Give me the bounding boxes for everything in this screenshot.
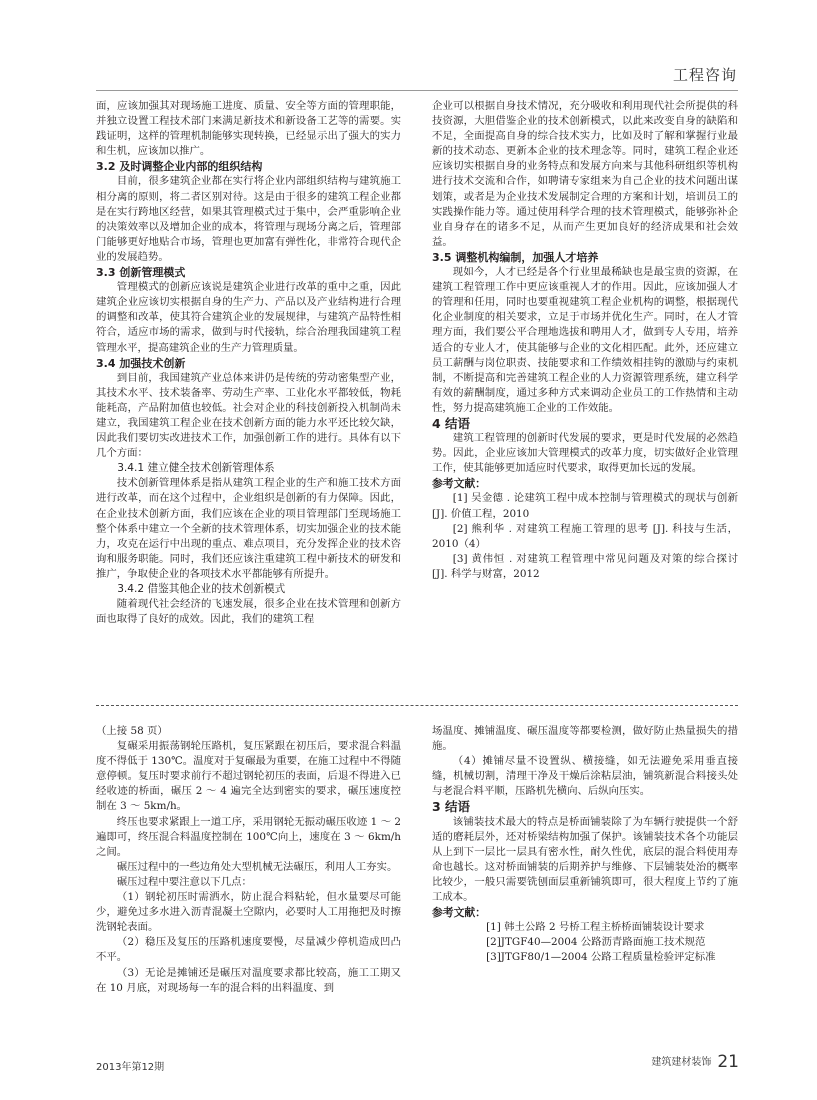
paragraph: 复碾采用振荡钢轮压路机，复压紧跟在初压后，要求混合料温度不得低于 130℃。温度对于复碾最为重要，在施工过程中不得随意停顿。复压时要求前行不超过钢轮初压的表面，后退不得进入已经收迹的桥面，碾压 2 ～ 4 遍完全达到密实的要求，碾压速度控制在 3 ～ 5km/h。 bbox=[96, 740, 401, 813]
lower-right-column bbox=[432, 724, 738, 966]
footer-issue: 2013年第12期 bbox=[96, 1062, 165, 1073]
reference-item: [3] 黄伟恒 . 对建筑工程管理中常见问题及对策的综合探讨 [J]. 科学与财富，2012 bbox=[432, 552, 738, 580]
paragraph: 碾压过程中要注意以下几点： bbox=[116, 875, 252, 888]
paragraph: 碾压过程中的一些边角处大型机械无法碾压，利用人工夯实。 bbox=[116, 860, 398, 873]
reference-item: [1] 吴金德 . 论建筑工程中成本控制与管理模式的现状与创新 [J]. 价值工程，2010 bbox=[432, 492, 738, 520]
continuation-note: （上接 58 页） bbox=[96, 725, 168, 737]
paragraph: 目前，很多建筑企业都在实行将企业内部组织结构与建筑施工相分离的原则，将二者区别对待。这是由于很多的建筑工程企业都是在实行跨地区经营，如果其管理模式过于集中，会严重影响企业的决策效率以及增加企业的成本，将管理与现场分离之后，管理部门能够更好地贴合市场，管理也更加富有弹性化，非常符合现代企业的发展趋势。 bbox=[96, 175, 401, 263]
header-rule bbox=[96, 90, 738, 91]
section-divider bbox=[96, 705, 738, 706]
paragraph: 建筑工程管理的创新时代发展的要求，更是时代发展的必然趋势。因此，企业应该加大管理模式的改革力度，切实做好企业管理工作，使其能够更加适应时代要求，取得更加长远的发展。 bbox=[432, 432, 738, 475]
paragraph: 管理模式的创新应该说是建筑企业进行改革的重中之重，因此建筑企业应该切实根据自身的生产力、产品以及产业结构进行合理的调整和改革，使其符合建筑企业的发展规律，与建筑产品特性相符合，适应市场的需求，做到与时代接轨，综合治理我国建筑工程管理水平，提高建筑企业的生产力管理质量。 bbox=[96, 281, 401, 354]
upper-right-column bbox=[432, 99, 738, 582]
paragraph: 企业可以根据自身技术情况，充分吸收和利用现代社会所提供的科技资源，大胆借鉴企业的技术创新模式，以此来改变自身的缺陷和不足，全面提高自身的综合技术实力，比如及时了解和掌握行业最新的技术动态、更新本企业的技术理念等。同时，建筑工程企业还应该切实根据自身的业务特点和发展方向来与其他科研组织等机构进行技术交流和合作，如聘请专家组来为自己企业的技术问题出谋划策，或者是为企业技术发展制定合理的方案和计划，培训员工的实践操作能力等。通过使用科学合理的技术管理模式，能够弥补企业自身存在的诸多不足，从而产生更加良好的经济成果和社会效益。 bbox=[432, 100, 738, 248]
paragraph: （2）稳压及复压的压路机速度要慢，尽量减少停机造成凹凸不平。 bbox=[96, 936, 401, 964]
reference-item: [2] 熊利华 . 对建筑工程施工管理的思考 [J]. 科技与生活，2010（4） bbox=[432, 522, 738, 550]
references-heading: 参考文献： bbox=[432, 477, 486, 491]
section-heading-3-4: 3.4 加强技术创新 bbox=[96, 356, 186, 370]
upper-left-column bbox=[96, 99, 401, 627]
reference-item: [2]JTGF40—2004 公路沥青路面施工技术规范 bbox=[486, 936, 706, 949]
section-heading-3-5: 3.5 调整机构编制，加强人才培养 bbox=[432, 250, 599, 264]
subsection-heading-3-4-2: 3.4.2 借鉴其他企业的技术创新模式 bbox=[117, 583, 286, 595]
paragraph: （1）钢轮初压时需洒水，防止混合料粘轮，但水量要尽可能少，避免过多水进入沥青混凝土空隙内，必要时人工用拖把及时擦洗钢轮表面。 bbox=[96, 891, 401, 934]
section-heading-3: 3 结语 bbox=[432, 799, 471, 815]
paragraph: 该铺装技术最大的特点是桥面铺装除了为车辆行驶提供一个舒适的磨耗层外，还对桥梁结构加强了保护。该铺装技术各个功能层从上到下一层比一层具有密水性，耐久性优，底层的混合料使用寿命也越长。这对桥面铺装的后期养护与维修、下层铺装处治的概率比较少，一般只需要铣刨面层重新铺筑即可，很大程度上节约了施工成本。 bbox=[432, 815, 738, 904]
page-header-title: 工程咨询 bbox=[672, 66, 737, 84]
references-heading: 参考文献： bbox=[432, 906, 486, 920]
paragraph: 面，应该加强其对现场施工进度、质量、安全等方面的管理职能，并独立设置工程技术部门来满足新技术和新设备工艺等的需要。实践证明，这样的管理机制能够实现转换，已经显示出了强大的实力和生机，应该加以推广。 bbox=[96, 100, 401, 158]
paragraph: 随着现代社会经济的飞速发展，很多企业在技术管理和创新方面也取得了良好的成效。因此，我们的建筑工程 bbox=[96, 598, 401, 626]
journal-name: 建筑建材装饰 bbox=[651, 1057, 712, 1068]
paragraph: 现如今，人才已经是各个行业里最稀缺也是最宝贵的资源，在建筑工程管理工作中更应该重视人才的作用。因此，应该加强人才的管理和任用，同时也要重视建筑工程企业机构的调整，根据现代化企业制度的相关要求，立足于市场并优化生产。同时，在人才管理方面，我们要公平合理地选拔和聘用人才，做到专人专用，培养适合的专业人才，使其能够与企业的文化相匹配。此外，还应建立员工薪酬与岗位职责、技能要求和工作绩效相挂钩的激励与约束机制，不断提高和完善建筑工程企业的人力资源管理系统，建立科学有效的薪酬制度，通过多种方式来调动企业员工的工作热情和主动性，努力提高建筑施工企业的工作效能。 bbox=[432, 266, 738, 414]
page-number: 21 bbox=[717, 1052, 739, 1072]
subsection-heading-3-4-1: 3.4.1 建立健全技术创新管理体系 bbox=[117, 462, 275, 475]
paragraph: 场温度、摊铺温度、碾压温度等都要检测，做好防止热量损失的措施。 bbox=[432, 725, 738, 753]
reference-item: [1] 韩土公路 2 号桥工程主桥桥面铺装设计要求 bbox=[486, 921, 705, 934]
paragraph: （4）摊铺尽量不设置纵、横接缝，如无法避免采用垂直接缝，机械切割，清理干净及干燥后涂粘层油，铺筑新混合料接头处与老混合料平顺，压路机先横向、后纵向压实。 bbox=[432, 755, 738, 798]
paragraph: （3）无论是摊铺还是碾压对温度要求都比较高，施工工期又在 10 月底，对现场每一车的混合料的出料温度、到 bbox=[96, 966, 401, 994]
section-heading-3-2: 3.2 及时调整企业内部的组织结构 bbox=[96, 160, 263, 174]
paragraph: 技术创新管理体系是指从建筑工程企业的生产和施工技术方面进行改革，而在这个过程中，企业组织是创新的有力保障。因此，在企业技术创新方面，我们应该在企业的项目管理部门至现场施工整个体系中建立一个全新的技术管理体系，切实加强企业的技术能力，攻克在运行中出现的重点、难点项目，充分发挥企业的技术咨询和服务职能。同时，我们还应该注重建筑工程中新技术的研发和推广，争取使企业的各项技术水平都能够有所提升。 bbox=[96, 477, 401, 580]
reference-item: [3]JTGF80/1—2004 公路工程质量检验评定标准 bbox=[486, 951, 716, 964]
paragraph: 终压也要求紧跟上一道工序，采用钢轮无振动碾压收迹 1 ～ 2 遍即可，终压混合料温度控制在 100℃向上，速度在 3 ～ 6km/h 之间。 bbox=[96, 815, 401, 858]
section-heading-4: 4 结语 bbox=[432, 415, 471, 431]
section-heading-3-3: 3.3 创新管理模式 bbox=[96, 266, 186, 280]
lower-left-column bbox=[96, 724, 401, 996]
footer-journal bbox=[651, 1052, 739, 1072]
paragraph: 到目前，我国建筑产业总体来讲仍是传统的劳动密集型产业，其技术水平、技术装备率、劳动生产率、工业化水平都较低，物耗能耗高，产品附加值也较低。社会对企业的科技创新投入机制尚未建立，我国建筑工程企业在技术创新方面的能力水平还比较欠缺，因此我们要切实改进技术工作，加强创新工作的进行。具体有以下几个方面： bbox=[96, 371, 401, 460]
